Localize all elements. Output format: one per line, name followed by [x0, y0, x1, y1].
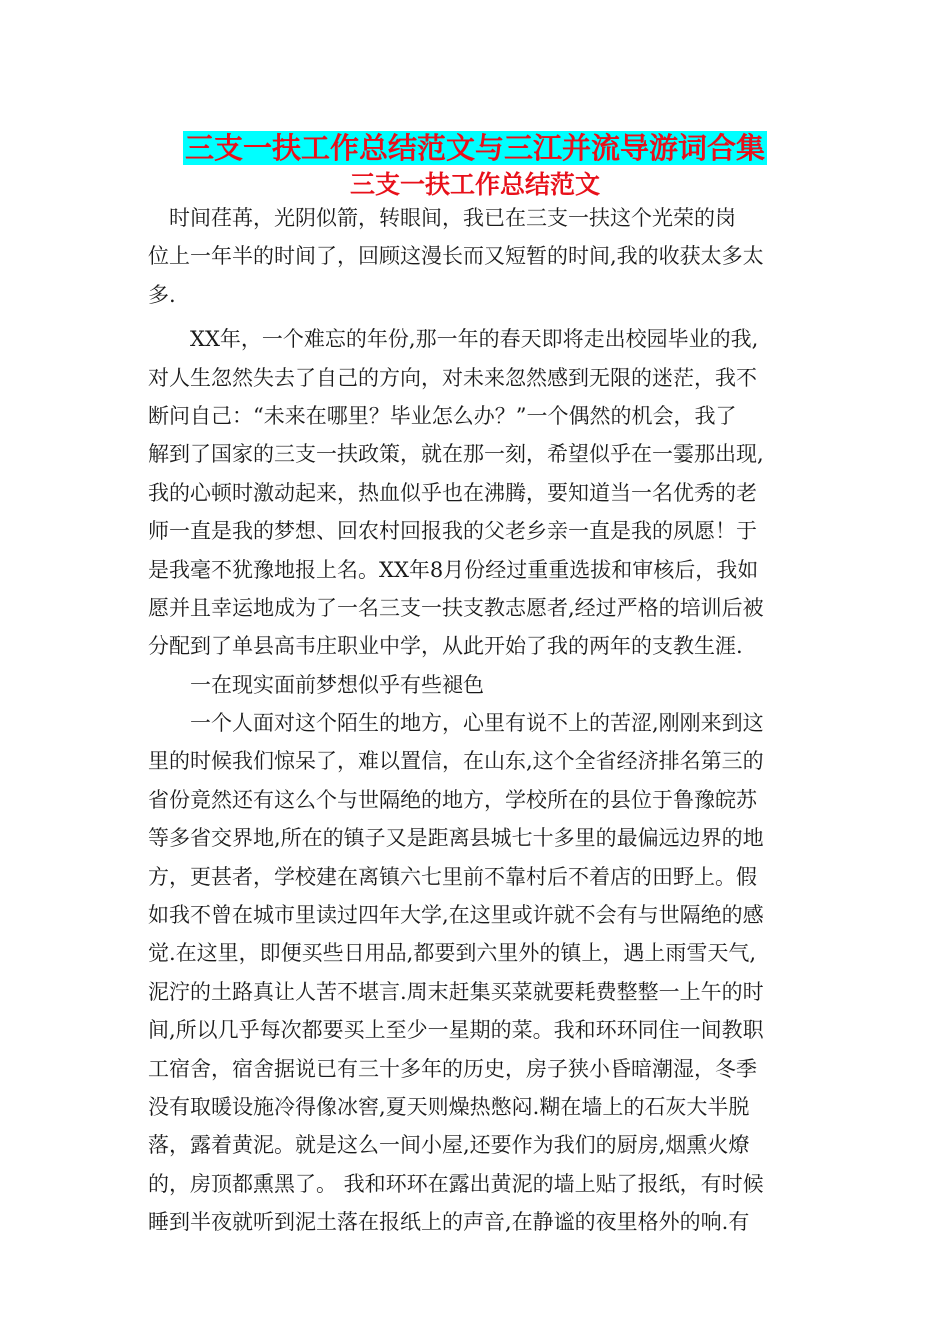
text-line: 的，房顶都熏黑了。 我和环环在露出黄泥的墙上贴了报纸，有时候 [148, 1171, 764, 1196]
text-line: 里的时候我们惊呆了，难以置信，在山东,这个全省经济排名第三的 [148, 749, 764, 774]
text-line: 断问自己：“未来在哪里？毕业怎么办？”一个偶然的机会，我了 [148, 403, 737, 428]
text-line: 等多省交界地,所在的镇子又是距离县城七十多里的最偏远边界的地 [148, 826, 764, 851]
document-title-text: 三支一扶工作总结范文与三江并流导游词合集 [184, 131, 765, 165]
text-line: 觉.在这里，即便买些日用品,都要到六里外的镇上，遇上雨雪天气, [148, 941, 757, 966]
text-line: 省份竟然还有这么个与世隔绝的地方，学校所在的县位于鲁豫皖苏 [148, 787, 757, 812]
text-line: 睡到半夜就听到泥土落在报纸上的声音,在静谧的夜里格外的响.有 [148, 1210, 750, 1235]
body-text [148, 199, 808, 1242]
text-line: XX年，一个难忘的年份,那一年的春天即将走出校园毕业的我, [148, 327, 759, 352]
text-line: 愿并且幸运地成为了一名三支一扶支教志愿者,经过严格的培训后被 [148, 595, 764, 620]
section-title: 三支一扶工作总结范文 [349, 170, 600, 199]
text-line: 一个人面对这个陌生的地方，心里有说不上的苦涩,刚刚来到这 [148, 711, 764, 736]
text-line: 师一直是我的梦想、回农村回报我的父老乡亲一直是我的夙愿！于 [148, 519, 757, 544]
text-line: 一在现实面前梦想似乎有些褪色 [148, 672, 484, 697]
text-line: 位上一年半的时间了，回顾这漫长而又短暂的时间,我的收获太多太 [148, 244, 764, 269]
text-line: 方，更甚者，学校建在离镇六七里前不靠村后不着店的田野上。假 [148, 864, 757, 889]
text-line: 如我不曾在城市里读过四年大学,在这里或许就不会有与世隔绝的感 [148, 903, 764, 928]
text-line: 没有取暖设施冷得像冰窖,夏天则燥热憋闷.糊在墙上的石灰大半脱 [148, 1094, 750, 1119]
text-line: 对人生忽然失去了自己的方向，对未来忽然感到无限的迷茫，我不 [148, 365, 757, 390]
document-title [0, 128, 950, 168]
text-line: 间,所以几乎每次都要买上至少一星期的菜。我和环环同住一间教职 [148, 1018, 764, 1043]
text-line: 落，露着黄泥。就是这么一间小屋,还要作为我们的厨房,烟熏火燎 [148, 1133, 750, 1158]
text-line: 分配到了单县高韦庄职业中学，从此开始了我的两年的支教生涯. [148, 634, 743, 659]
text-line: 是我毫不犹豫地报上名。XX年8月份经过重重选拔和审核后，我如 [148, 557, 759, 582]
text-line: 解到了国家的三支一扶政策，就在那一刻，希望似乎在一霎那出现, [148, 442, 764, 467]
text-line: 多. [148, 282, 176, 307]
text-line: 时间荏苒，光阴似箭，转眼间，我已在三支一扶这个光荣的岗 [148, 206, 736, 230]
text-line: 我的心顿时激动起来，热血似乎也在沸腾，要知道当一名优秀的老 [148, 480, 757, 505]
text-line: 工宿舍，宿舍据说已有三十多年的历史，房子狭小昏暗潮湿，冬季 [148, 1056, 757, 1081]
text-line: 泥泞的土路真让人苦不堪言.周末赶集买菜就要耗费整整一上午的时 [148, 979, 764, 1004]
